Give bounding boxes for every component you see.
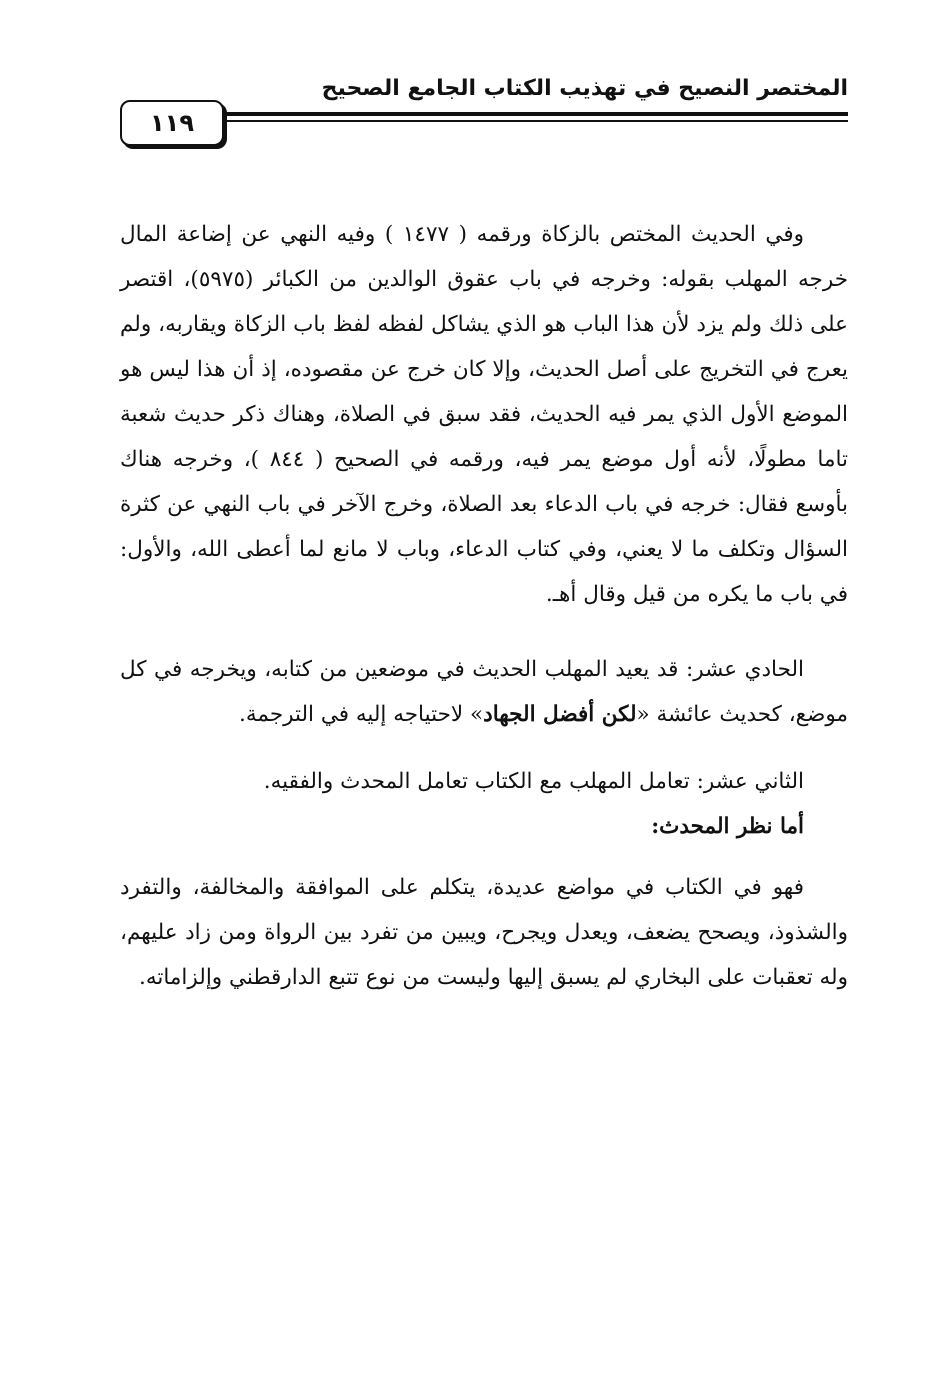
page-header <box>118 72 848 152</box>
paragraph-eleventh-text-end: » لاحتياجه إليه في الترجمة. <box>239 702 484 727</box>
header-rule-thin <box>226 120 848 122</box>
paragraph-muhaddith-view: فهو في الكتاب في مواضع عديدة، يتكلم على الموافقة والمخالفة، والتفرد والشذوذ، ويصحح يضعف، ويعدل ويجرح، ويبين من تفرد بين الرواة ومن زاد عليهم، وله تعقبات على البخاري لم يسبق إليها وليست من نوع تتبع الدارقطني وإلزاماته. <box>120 875 848 990</box>
book-title: المختصر النصيح في تهذيب الكتاب الجامع الصحيح <box>321 76 848 101</box>
paragraph-zakat-hadith: وفي الحديث المختص بالزكاة ورقمه ( ١٤٧٧ ) وفيه النهي عن إضاعة المال خرجه المهلب بقوله: وخرجه في باب عقوق الوالدين من الكبائر (٥٩٧٥)، اقتصر على ذلك ولم يزد لأن هذا الباب هو الذي يشاكل لفظه لفظ باب الزكاة ويقاربه، ولم يعرج في التخريج على أصل الحديث، وإلا كان خرج عن مقصوده، إذ أن هذا ليس هو الموضع الأول الذي يمر فيه الحديث، فقد سبق في الصلاة، وهناك ذكر حديث شعبة تاما مطولًا، لأنه أول موضع يمر فيه، ورقمه في الصحيح ( ٨٤٤ )، وخرجه هناك بأوسع فقال: خرجه في باب الدعاء بعد الصلاة، وخرج الآخر في باب النهي عن كثرة السؤال وتكلف ما لا يعني، وفي كتاب الدعاء، وباب لا مانع لما أعطى الله، والأول: في باب ما يكره من قيل وقال أهـ. <box>120 222 849 607</box>
header-rule-thick <box>226 112 848 116</box>
paragraph-twelfth-point: الثاني عشر: تعامل المهلب مع الكتاب تعامل المحدث والفقيه. <box>263 769 804 794</box>
page-body <box>120 212 848 1000</box>
paragraph-eleventh-text-start: الحادي عشر: قد يعيد المهلب الحديث في موضعين من كتابه، ويخرجه في كل موضع، كحديث عائشة « <box>120 657 848 727</box>
section-subheading: أما نظر المحدث: <box>651 814 804 839</box>
paragraph-eleventh-point <box>120 647 848 737</box>
page-number: ١١٩ <box>120 100 224 146</box>
hadith-quote: لكن أفضل الجهاد <box>483 702 637 727</box>
